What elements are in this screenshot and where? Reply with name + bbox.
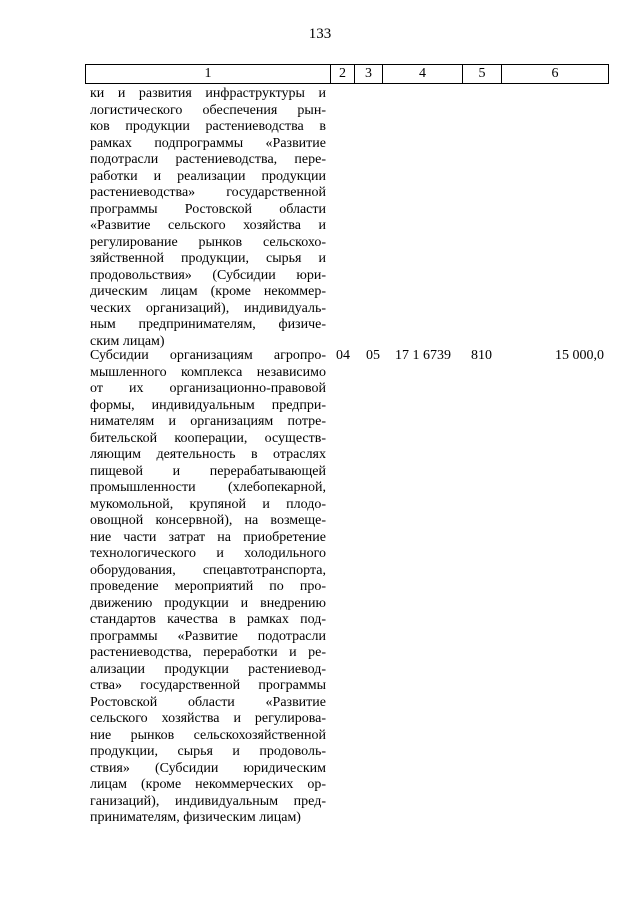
table-header-row [85, 64, 609, 84]
text-line: стандартов качества в рамках под- [90, 612, 326, 627]
text-line: формы, индивидуальным предпри- [90, 397, 326, 413]
row-description [90, 86, 326, 350]
cell-amount: 15 000,0 [555, 348, 604, 363]
text-line: овощной консервной), на возмеще- [90, 513, 326, 528]
cell-expense-type: 810 [471, 348, 492, 363]
text-line: мукомольной, крупяной и плодо- [90, 496, 326, 512]
text-line: бительской кооперации, осуществ- [90, 430, 326, 446]
text-line: работки и реализации продукции [90, 168, 326, 184]
text-line: Субсидии организациям агропро- [90, 348, 326, 363]
text-line: ческих организаций), индивидуаль- [90, 300, 326, 316]
text-line: продукции, сырья и продоволь- [90, 744, 326, 759]
text-line: оборудования, спецавтотранспорта, [90, 562, 326, 578]
text-line: пищевой и перерабатывающей [90, 463, 326, 479]
text-line: регулирование рынков сельскохо- [90, 234, 326, 250]
text-line: от их организационно-правовой [90, 381, 326, 396]
text-line: мышленного комплекса независимо [90, 364, 326, 380]
row-description [90, 348, 326, 827]
text-line: растениеводства» государственной [90, 185, 326, 200]
text-line: Ростовской области «Развитие [90, 694, 326, 710]
cell-target-article: 17 1 6739 [395, 348, 451, 363]
text-line: нимателям и организациям потре- [90, 414, 326, 429]
text-line: принимателям, физическим лицам) [90, 810, 301, 825]
text-line: ным предпринимателям, физиче- [90, 317, 326, 332]
text-line: сельского хозяйства и регулирова- [90, 711, 326, 726]
text-line: ализации продукции растениевод- [90, 661, 326, 677]
text-line: проведение мероприятий по про- [90, 579, 326, 594]
text-line: зяйственной продукции, сырья и [90, 251, 326, 266]
text-line: ние рынков сельскохозяйственной [90, 727, 326, 743]
page-number: 133 [308, 26, 332, 42]
header-col-6: 6 [551, 66, 559, 81]
cell-section: 04 [336, 348, 350, 363]
text-line: логистического обеспечения рын- [90, 102, 326, 118]
text-line: дическим лицам (кроме некоммер- [90, 284, 326, 299]
text-line: программы Ростовской области [90, 201, 326, 217]
text-line: продовольствия» (Субсидии юри- [90, 267, 326, 283]
text-line: ганизаций), индивидуальным пред- [90, 793, 326, 809]
text-line: ства» государственной программы [90, 678, 326, 693]
text-line: ским лицам) [90, 333, 165, 349]
text-line: рамках подпрограммы «Развитие [90, 135, 326, 151]
text-line: лицам (кроме некоммерческих ор- [90, 777, 326, 792]
text-line: растениеводства, переработки и ре- [90, 645, 326, 660]
text-line: ки и развития инфраструктуры и [90, 86, 326, 101]
text-line: программы «Развитие подотрасли [90, 628, 326, 644]
text-line: ствия» (Субсидии юридическим [90, 760, 326, 776]
header-col-1: 1 [86, 65, 331, 83]
text-line: движению продукции и внедрению [90, 595, 326, 611]
text-line: «Развитие сельского хозяйства и [90, 218, 326, 233]
text-line: промышленности (хлебопекарной, [90, 480, 326, 495]
header-col-2: 2 [331, 65, 355, 83]
text-line: ляющим деятельность в отраслях [90, 447, 326, 462]
text-line: подотрасли растениеводства, пере- [90, 152, 326, 167]
header-col-5: 5 [463, 65, 502, 83]
text-line: ков продукции растениеводства в [90, 119, 326, 134]
text-line: ние части затрат на приобретение [90, 529, 326, 545]
header-col-4: 4 [383, 65, 463, 83]
cell-subsection: 05 [366, 348, 380, 363]
text-line: технологического и холодильного [90, 546, 326, 561]
header-col-3: 3 [355, 65, 383, 83]
